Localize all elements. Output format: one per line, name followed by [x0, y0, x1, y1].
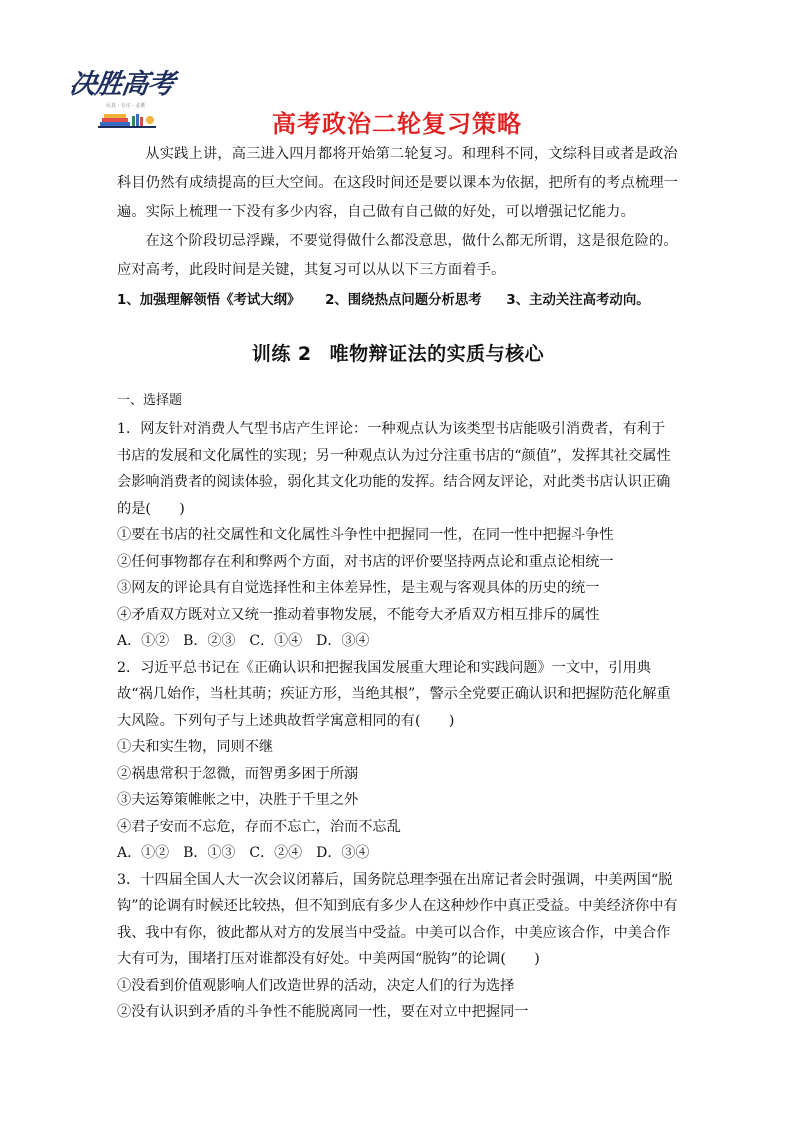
question-item: ②任何事物都存在利和弊两个方面，对书店的评价要坚持两点论和重点论相统一 — [117, 553, 614, 570]
question-options: A．①② B．①③ C．②④ D．③④ — [117, 845, 370, 861]
strategy-item-3: 3、主动关注高考动向。 — [506, 293, 650, 308]
intro — [117, 140, 679, 285]
question-3 — [117, 867, 679, 1026]
section-heading: 一、选择题 — [117, 393, 183, 408]
question-item: ①要在书店的社交属性和文化属性斗争性中把握同一性，在同一性中把握斗争性 — [117, 527, 614, 543]
training-heading — [117, 339, 679, 366]
logo-subtitle: 认真 · 专注 · 必胜 — [106, 103, 146, 109]
question-2 — [117, 655, 679, 867]
page-title: 高考政治二轮复习策略 — [272, 110, 522, 138]
question-item: ②没有认识到矛盾的斗争性不能脱离同一性，要在对立中把握同一 — [117, 1004, 529, 1020]
question-item: ①夫和实生物，同则不继 — [117, 739, 274, 755]
training-name: 唯物辩证法的实质与核心 — [329, 343, 545, 365]
training-number: 训练 2 — [251, 343, 312, 365]
question-item: ②祸患常积于忽微，而智勇多困于所溺 — [117, 765, 359, 782]
question-item: ③网友的评论具有自觉选择性和主体差异性，是主观与客观具体的历史的统一 — [117, 580, 600, 596]
logo-text: 决胜高考 — [67, 69, 176, 100]
strategy-item-1: 1、加强理解领悟《考试大纲》 — [117, 293, 301, 308]
question-options: A．①② B．②③ C．①④ D．③④ — [117, 633, 370, 649]
document-body — [117, 140, 679, 1026]
strategy-list — [117, 286, 679, 315]
question-item: ④矛盾双方既对立又统一推动着事物发展，不能夸大矛盾双方相互排斥的属性 — [117, 606, 600, 623]
question-stem: 2．习近平总书记在《正确认识和把握我国发展重大理论和实践问题》一文中，引用典故“祸几始作，当杜其萌；疾证方形，当绝其根”，警示全党要正确认识和把握防范化解重大风险。下列句子与上述典故哲学寓意相同的有( ) — [117, 659, 671, 729]
question-stem: 1．网友针对消费人气型书店产生评论：一种观点认为该类型书店能吸引消费者，有利于书店的发展和文化属性的实现；另一种观点认为过分注重书店的“颜值”，发挥其社交属性会影响消费者的阅读体验，弱化其文化功能的发挥。结合网友评论，对此类书店认识正确的是( ) — [117, 421, 671, 517]
question-item: ④君子安而不忘危，存而不忘亡，治而不忘乱 — [117, 818, 401, 835]
question-item: ③夫运筹策帷帐之中，决胜于千里之外 — [117, 792, 359, 808]
question-1 — [117, 416, 679, 655]
intro-paragraph-1: 从实践上讲，高三进入四月都将开始第二轮复习。和理科不同，文综科目或者是政治科目仍然有成绩提高的巨大空间。在这段时间还是要以课本为依据，把所有的考点梳理一遍。实际上梳理一下没有多少内容，自己做有自己做的好处，可以增强记忆能力。 — [117, 146, 679, 220]
question-stem: 3．十四届全国人大一次会议闭幕后，国务院总理李强在出席记者会时强调，中美两国“脱钩”的论调有时候还比较热，但不知到底有多少人在这种炒作中真正受益。中美经济你中有我、我中有你，彼此都从对方的发展当中受益。中美可以合作，中美应该合作，中美合作大有可为，围堵打压对谁都没有好处。中美两国“脱钩”的论调( ) — [117, 871, 678, 967]
question-item: ①没看到价值观影响人们改造世界的活动，决定人们的行为选择 — [117, 977, 515, 994]
intro-paragraph-2: 在这个阶段切忌浮躁，不要觉得做什么都没意思，做什么都无所谓，这是很危险的。应对高考，此段时间是关键，其复习可以从以下三方面着手。 — [117, 233, 678, 278]
strategy-item-2: 2、围绕热点问题分析思考 — [325, 293, 482, 308]
